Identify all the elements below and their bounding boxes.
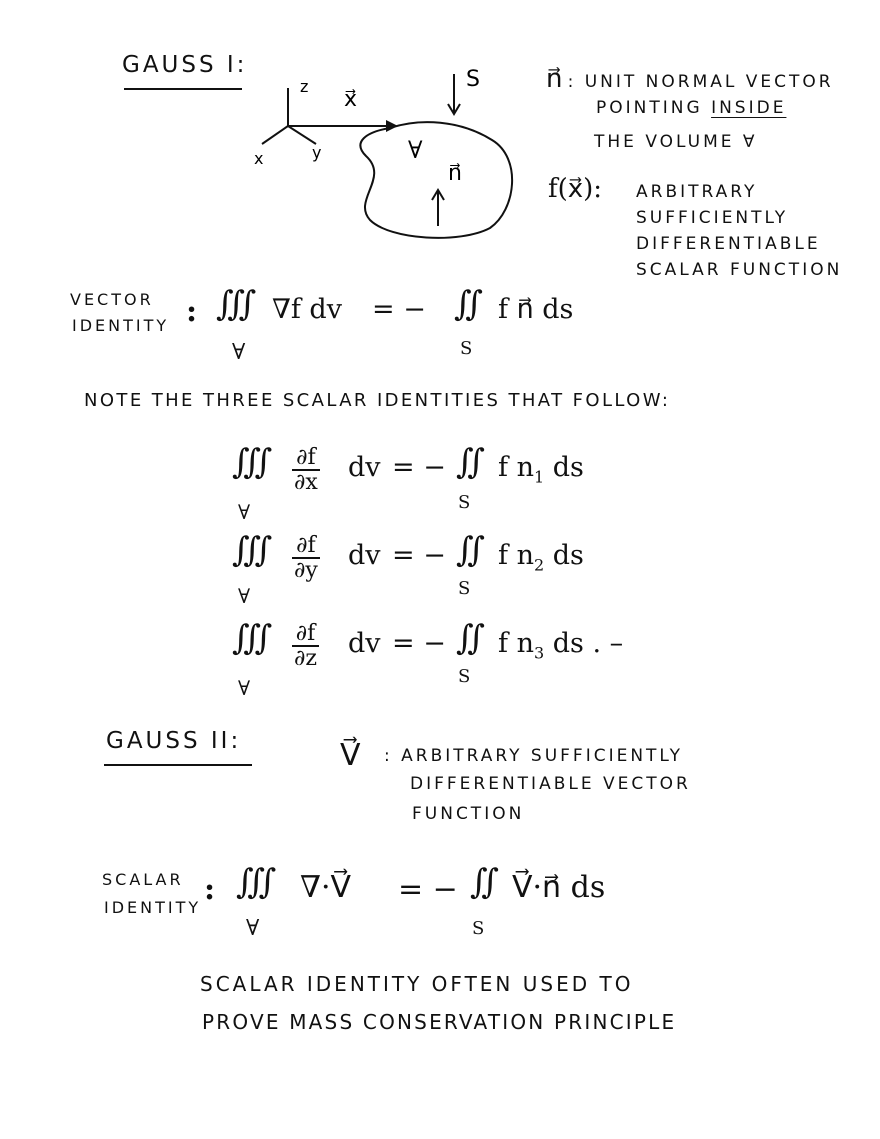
scalar-identity-volume-sub: ∀	[246, 916, 260, 941]
normal-def-line1: : UNIT NORMAL VECTOR	[567, 72, 834, 92]
volume-label: ∀	[408, 136, 423, 164]
gauss2-title-underline	[104, 764, 252, 766]
si2-derivative: $\frac{\partial f}{\partial y}$	[294, 533, 318, 584]
gauss1-title-underline	[124, 88, 242, 90]
si1-double-integral: ∬	[456, 442, 485, 482]
conclusion-line2: PROVE MASS CONSERVATION PRINCIPLE	[202, 1010, 677, 1034]
conclusion-line1: SCALAR IDENTITY OFTEN USED TO	[200, 972, 634, 996]
scalar-identity-colon: :	[204, 872, 216, 907]
si3-volume-sub: ∀	[238, 676, 251, 700]
v-def-line2: DIFFERENTIABLE VECTOR	[410, 774, 691, 794]
f-def-line2: SUFFICIENTLY	[636, 208, 789, 228]
axis-z-label: z	[300, 77, 309, 96]
si2-dv: dv	[348, 540, 381, 571]
scalar-identity-rhs: V⃗·n⃗ ds	[512, 870, 606, 905]
si3-double-integral: ∬	[456, 618, 485, 658]
si1-equals: = −	[392, 452, 446, 483]
si3-surface-sub: S	[458, 666, 471, 687]
note-line: NOTE THE THREE SCALAR IDENTITIES THAT FOLLOW:	[84, 390, 671, 411]
surface-label: S	[466, 67, 480, 92]
si2-equals: = −	[392, 540, 446, 571]
vector-identity-colon: :	[186, 294, 198, 329]
y-axis	[288, 126, 316, 144]
volume-boundary	[360, 122, 512, 238]
scalar-identity-triple-integral: ∭	[236, 862, 277, 902]
vector-identity-label1: VECTOR	[70, 290, 154, 309]
normal-def-line2: POINTING INSIDE	[596, 98, 787, 118]
x-axis	[262, 126, 288, 144]
vector-identity-label2: IDENTITY	[72, 316, 170, 335]
si2-rhs: f $n_2$ ds	[498, 540, 584, 575]
gauss1-title: GAUSS I:	[122, 52, 248, 78]
normal-symbol: n⃗	[546, 64, 563, 94]
si2-double-integral: ∬	[456, 530, 485, 570]
v-def-line1: : ARBITRARY SUFFICIENTLY	[384, 746, 684, 766]
normal-label: n⃗	[448, 161, 462, 186]
f-def-line4: SCALAR FUNCTION	[636, 260, 843, 280]
si1-dv: dv	[348, 452, 381, 483]
si1-volume-sub: ∀	[238, 500, 251, 524]
scalar-identity-equals: = −	[398, 872, 458, 907]
si2-triple-integral: ∭	[232, 530, 273, 570]
si1-derivative: $\frac{\partial f}{\partial x}$	[294, 445, 318, 496]
normal-def-line3: THE VOLUME ∀	[594, 132, 758, 152]
scalar-identity-double-integral: ∬	[470, 862, 499, 902]
si1-surface-sub: S	[458, 492, 471, 513]
si1-rhs: f $n_1$ ds	[498, 452, 584, 487]
f-def-line3: DIFFERENTIABLE	[636, 234, 821, 254]
vector-identity-volume-sub: ∀	[232, 340, 246, 365]
f-def-line1: ARBITRARY	[636, 182, 758, 202]
si3-equals: = −	[392, 628, 446, 659]
scalar-identity-label1: SCALAR	[102, 870, 184, 889]
si2-volume-sub: ∀	[238, 584, 251, 608]
si3-rhs: f $n_3$ ds . –	[498, 628, 624, 663]
gauss2-title: GAUSS II:	[106, 728, 242, 754]
normal-definition	[546, 64, 834, 94]
vector-identity-lhs: ∇f dv	[272, 294, 342, 325]
inside-emphasis: INSIDE	[711, 98, 787, 118]
scalar-identity-surface-sub: S	[472, 918, 485, 939]
axis-x-label: x	[254, 149, 264, 168]
f-symbol: f(x⃗):	[548, 174, 603, 204]
si3-triple-integral: ∭	[232, 618, 273, 658]
si3-dv: dv	[348, 628, 381, 659]
vector-identity-triple-integral: ∭	[216, 284, 257, 324]
si2-surface-sub: S	[458, 578, 471, 599]
vector-identity-double-integral: ∬	[454, 284, 483, 324]
si1-triple-integral: ∭	[232, 442, 273, 482]
si3-derivative: $\frac{\partial f}{\partial z}$	[290, 622, 321, 670]
vector-identity-surface-sub: S	[460, 338, 473, 359]
scalar-identity-label2: IDENTITY	[104, 898, 202, 917]
vector-identity-rhs: f n⃗ ds	[498, 294, 574, 325]
scalar-identity-lhs: ∇·V⃗	[300, 870, 352, 905]
v-def-line3: FUNCTION	[412, 804, 525, 824]
gauss-diagram	[240, 60, 540, 250]
axis-y-label: y	[312, 143, 322, 162]
v-symbol: V⃗	[340, 738, 361, 773]
position-vector-label: x⃗	[344, 87, 358, 112]
vector-identity-equals: = −	[372, 294, 426, 325]
